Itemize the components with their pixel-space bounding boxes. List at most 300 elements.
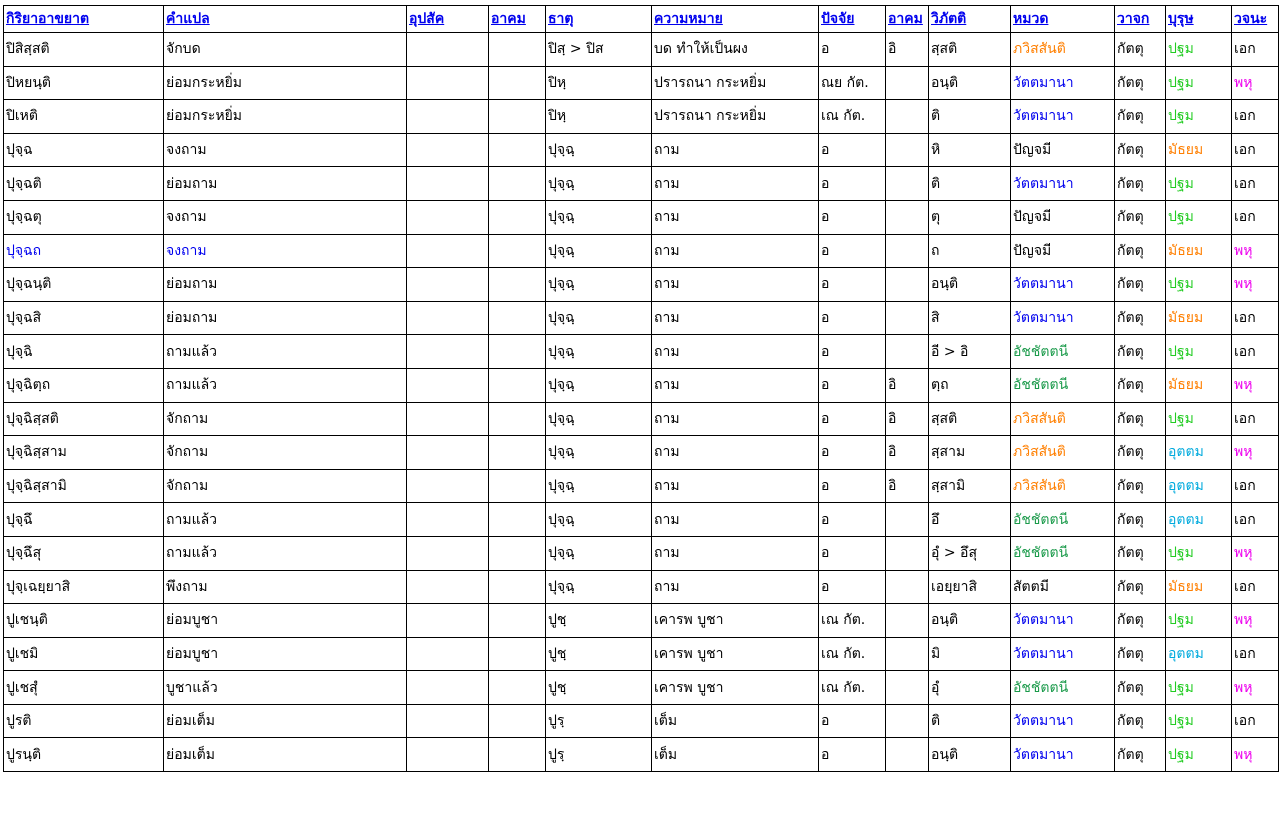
- number-cell[interactable]: เอก: [1232, 637, 1279, 671]
- augment-2-cell[interactable]: [886, 536, 929, 570]
- augment-2-cell[interactable]: [886, 301, 929, 335]
- suffix-cell[interactable]: อ: [819, 503, 886, 537]
- number-cell[interactable]: เอก: [1232, 402, 1279, 436]
- translation-cell[interactable]: ย่อมถาม: [164, 268, 407, 302]
- prefix-cell[interactable]: [407, 66, 489, 100]
- number-cell[interactable]: พหุ: [1232, 436, 1279, 470]
- suffix-cell[interactable]: อ: [819, 33, 886, 67]
- header-augment-2[interactable]: อาคม: [886, 6, 929, 33]
- augment-cell[interactable]: [489, 738, 546, 772]
- augment-2-cell[interactable]: [886, 335, 929, 369]
- translation-cell[interactable]: ถามแล้ว: [164, 536, 407, 570]
- prefix-cell[interactable]: [407, 368, 489, 402]
- prefix-cell[interactable]: [407, 100, 489, 134]
- augment-2-cell[interactable]: [886, 738, 929, 772]
- person-cell[interactable]: ปฐม: [1166, 536, 1232, 570]
- translation-cell[interactable]: พึงถาม: [164, 570, 407, 604]
- verb-cell[interactable]: ปิเหติ: [4, 100, 164, 134]
- ending-cell[interactable]: อนฺติ: [929, 604, 1011, 638]
- augment-cell[interactable]: [489, 503, 546, 537]
- meaning-cell[interactable]: ถาม: [652, 402, 819, 436]
- person-cell[interactable]: อุตตม: [1166, 637, 1232, 671]
- number-cell[interactable]: เอก: [1232, 200, 1279, 234]
- suffix-cell[interactable]: เณ กัต.: [819, 100, 886, 134]
- augment-cell[interactable]: [489, 33, 546, 67]
- verb-cell[interactable]: ปุจฺฉิตฺถ: [4, 368, 164, 402]
- person-cell[interactable]: ปฐม: [1166, 704, 1232, 738]
- augment-2-cell[interactable]: อิ: [886, 402, 929, 436]
- meaning-cell[interactable]: ถาม: [652, 335, 819, 369]
- header-suffix[interactable]: ปัจจัย: [819, 6, 886, 33]
- meaning-cell[interactable]: ถาม: [652, 200, 819, 234]
- meaning-cell[interactable]: ถาม: [652, 133, 819, 167]
- person-cell[interactable]: ปฐม: [1166, 167, 1232, 201]
- person-cell[interactable]: มัธยม: [1166, 368, 1232, 402]
- person-cell[interactable]: มัธยม: [1166, 234, 1232, 268]
- tense-group-cell[interactable]: ปัญจมี: [1011, 133, 1115, 167]
- verb-cell[interactable]: ปุจฺฉตุ: [4, 200, 164, 234]
- ending-cell[interactable]: สฺสติ: [929, 33, 1011, 67]
- meaning-cell[interactable]: เคารพ บูชา: [652, 637, 819, 671]
- prefix-cell[interactable]: [407, 301, 489, 335]
- number-cell[interactable]: เอก: [1232, 133, 1279, 167]
- tense-group-cell[interactable]: วัตตมานา: [1011, 704, 1115, 738]
- translation-cell[interactable]: จักถาม: [164, 436, 407, 470]
- ending-cell[interactable]: ตฺถ: [929, 368, 1011, 402]
- voice-cell[interactable]: กัตตุ: [1115, 503, 1166, 537]
- header-number[interactable]: วจนะ: [1232, 6, 1279, 33]
- prefix-cell[interactable]: [407, 402, 489, 436]
- person-cell[interactable]: ปฐม: [1166, 738, 1232, 772]
- verb-cell[interactable]: ปุจฺฉสิ: [4, 301, 164, 335]
- number-cell[interactable]: พหุ: [1232, 268, 1279, 302]
- prefix-cell[interactable]: [407, 436, 489, 470]
- root-cell[interactable]: ปิหฺ: [546, 66, 652, 100]
- translation-cell[interactable]: ย่อมเต็ม: [164, 704, 407, 738]
- header-translation[interactable]: คำแปล: [164, 6, 407, 33]
- meaning-cell[interactable]: บด ทำให้เป็นผง: [652, 33, 819, 67]
- header-voice[interactable]: วาจก: [1115, 6, 1166, 33]
- suffix-cell[interactable]: อ: [819, 167, 886, 201]
- ending-cell[interactable]: อนฺติ: [929, 738, 1011, 772]
- tense-group-cell[interactable]: วัตตมานา: [1011, 738, 1115, 772]
- augment-2-cell[interactable]: [886, 704, 929, 738]
- header-augment[interactable]: อาคม: [489, 6, 546, 33]
- ending-cell[interactable]: สฺสติ: [929, 402, 1011, 436]
- ending-cell[interactable]: สิ: [929, 301, 1011, 335]
- root-cell[interactable]: ปูรฺ: [546, 738, 652, 772]
- augment-2-cell[interactable]: [886, 167, 929, 201]
- table-row: [4, 604, 1279, 638]
- tense-group-cell[interactable]: วัตตมานา: [1011, 100, 1115, 134]
- ending-cell[interactable]: ตุ: [929, 200, 1011, 234]
- prefix-cell[interactable]: [407, 637, 489, 671]
- number-cell[interactable]: เอก: [1232, 33, 1279, 67]
- root-cell[interactable]: ปูชฺ: [546, 637, 652, 671]
- verb-cell[interactable]: ปุจฺฉึ: [4, 503, 164, 537]
- verb-cell[interactable]: ปุจฺฉถ: [4, 234, 164, 268]
- tense-group-cell[interactable]: อัชชัตตนี: [1011, 671, 1115, 705]
- translation-cell[interactable]: จงถาม: [164, 133, 407, 167]
- augment-cell[interactable]: [489, 100, 546, 134]
- suffix-cell[interactable]: อ: [819, 234, 886, 268]
- augment-cell[interactable]: [489, 536, 546, 570]
- augment-2-cell[interactable]: [886, 133, 929, 167]
- root-cell[interactable]: ปุจฺฉฺ: [546, 536, 652, 570]
- augment-2-cell[interactable]: [886, 100, 929, 134]
- voice-cell[interactable]: กัตตุ: [1115, 268, 1166, 302]
- root-cell[interactable]: ปูรฺ: [546, 704, 652, 738]
- root-cell[interactable]: ปุจฺฉฺ: [546, 469, 652, 503]
- voice-cell[interactable]: กัตตุ: [1115, 368, 1166, 402]
- ending-cell[interactable]: อุํ: [929, 671, 1011, 705]
- ending-cell[interactable]: อนฺติ: [929, 268, 1011, 302]
- person-cell[interactable]: ปฐม: [1166, 604, 1232, 638]
- verb-cell[interactable]: ปุจฺฉิสฺสามิ: [4, 469, 164, 503]
- header-root[interactable]: ธาตุ: [546, 6, 652, 33]
- person-cell[interactable]: ปฐม: [1166, 671, 1232, 705]
- suffix-cell[interactable]: อ: [819, 133, 886, 167]
- root-cell[interactable]: ปุจฺฉฺ: [546, 234, 652, 268]
- augment-2-cell[interactable]: [886, 200, 929, 234]
- meaning-cell[interactable]: ปรารถนา กระหยิ่ม: [652, 100, 819, 134]
- augment-2-cell[interactable]: [886, 637, 929, 671]
- translation-cell[interactable]: จักบด: [164, 33, 407, 67]
- suffix-cell[interactable]: อ: [819, 200, 886, 234]
- number-cell[interactable]: เอก: [1232, 503, 1279, 537]
- augment-cell[interactable]: [489, 368, 546, 402]
- voice-cell[interactable]: กัตตุ: [1115, 66, 1166, 100]
- prefix-cell[interactable]: [407, 133, 489, 167]
- root-cell[interactable]: ปุจฺฉฺ: [546, 200, 652, 234]
- suffix-cell[interactable]: อ: [819, 402, 886, 436]
- augment-cell[interactable]: [489, 200, 546, 234]
- root-cell[interactable]: ปุจฺฉฺ: [546, 503, 652, 537]
- number-cell[interactable]: พหุ: [1232, 604, 1279, 638]
- verb-cell[interactable]: ปูเชมิ: [4, 637, 164, 671]
- augment-cell[interactable]: [489, 704, 546, 738]
- verb-cell[interactable]: ปูเชสุํ: [4, 671, 164, 705]
- tense-group-cell[interactable]: ภวิสสันติ: [1011, 469, 1115, 503]
- root-cell[interactable]: ปูชฺ: [546, 671, 652, 705]
- verb-cell[interactable]: ปุจฺฉึสุ: [4, 536, 164, 570]
- verb-cell[interactable]: ปูรนฺติ: [4, 738, 164, 772]
- augment-cell[interactable]: [489, 133, 546, 167]
- augment-cell[interactable]: [489, 469, 546, 503]
- suffix-cell[interactable]: เณ กัต.: [819, 637, 886, 671]
- ending-cell[interactable]: อนฺติ: [929, 66, 1011, 100]
- ending-cell[interactable]: หิ: [929, 133, 1011, 167]
- meaning-cell[interactable]: ถาม: [652, 436, 819, 470]
- translation-cell[interactable]: ย่อมถาม: [164, 167, 407, 201]
- augment-cell[interactable]: [489, 570, 546, 604]
- verb-cell[interactable]: ปุจฺฉนฺติ: [4, 268, 164, 302]
- tense-group-cell[interactable]: ปัญจมี: [1011, 234, 1115, 268]
- verb-cell[interactable]: ปุจฺฉิสฺสาม: [4, 436, 164, 470]
- meaning-cell[interactable]: เต็ม: [652, 738, 819, 772]
- translation-cell[interactable]: ย่อมกระหยิ่ม: [164, 66, 407, 100]
- augment-cell[interactable]: [489, 402, 546, 436]
- number-cell[interactable]: พหุ: [1232, 671, 1279, 705]
- prefix-cell[interactable]: [407, 604, 489, 638]
- number-cell[interactable]: พหุ: [1232, 738, 1279, 772]
- meaning-cell[interactable]: ถาม: [652, 368, 819, 402]
- number-cell[interactable]: เอก: [1232, 100, 1279, 134]
- meaning-cell[interactable]: เคารพ บูชา: [652, 604, 819, 638]
- tense-group-cell[interactable]: อัชชัตตนี: [1011, 536, 1115, 570]
- tense-group-cell[interactable]: ปัญจมี: [1011, 200, 1115, 234]
- prefix-cell[interactable]: [407, 570, 489, 604]
- translation-cell[interactable]: ถามแล้ว: [164, 503, 407, 537]
- person-cell[interactable]: มัธยม: [1166, 570, 1232, 604]
- voice-cell[interactable]: กัตตุ: [1115, 570, 1166, 604]
- header-person[interactable]: บุรุษ: [1166, 6, 1232, 33]
- header-ending[interactable]: วิภัตติ: [929, 6, 1011, 33]
- person-cell[interactable]: ปฐม: [1166, 335, 1232, 369]
- ending-cell[interactable]: เอยฺยาสิ: [929, 570, 1011, 604]
- augment-2-cell[interactable]: [886, 570, 929, 604]
- person-cell[interactable]: ปฐม: [1166, 100, 1232, 134]
- tense-group-cell[interactable]: วัตตมานา: [1011, 637, 1115, 671]
- person-cell[interactable]: ปฐม: [1166, 200, 1232, 234]
- translation-cell[interactable]: ย่อมเต็ม: [164, 738, 407, 772]
- ending-cell[interactable]: อี > อิ: [929, 335, 1011, 369]
- voice-cell[interactable]: กัตตุ: [1115, 402, 1166, 436]
- verb-cell[interactable]: ปุจฺฉติ: [4, 167, 164, 201]
- augment-cell[interactable]: [489, 301, 546, 335]
- number-cell[interactable]: เอก: [1232, 570, 1279, 604]
- augment-cell[interactable]: [489, 637, 546, 671]
- verb-cell[interactable]: ปิสิสฺสติ: [4, 33, 164, 67]
- ending-cell[interactable]: ติ: [929, 704, 1011, 738]
- suffix-cell[interactable]: อ: [819, 536, 886, 570]
- prefix-cell[interactable]: [407, 469, 489, 503]
- root-cell[interactable]: ปิสฺ > ปิส: [546, 33, 652, 67]
- augment-2-cell[interactable]: [886, 604, 929, 638]
- person-cell[interactable]: ปฐม: [1166, 402, 1232, 436]
- prefix-cell[interactable]: [407, 503, 489, 537]
- voice-cell[interactable]: กัตตุ: [1115, 301, 1166, 335]
- prefix-cell[interactable]: [407, 536, 489, 570]
- number-cell[interactable]: เอก: [1232, 301, 1279, 335]
- verb-cell[interactable]: ปูเชนฺติ: [4, 604, 164, 638]
- voice-cell[interactable]: กัตตุ: [1115, 100, 1166, 134]
- ending-cell[interactable]: ถ: [929, 234, 1011, 268]
- voice-cell[interactable]: กัตตุ: [1115, 671, 1166, 705]
- ending-cell[interactable]: อุํ > อึสุ: [929, 536, 1011, 570]
- augment-cell[interactable]: [489, 604, 546, 638]
- person-cell[interactable]: อุตตม: [1166, 503, 1232, 537]
- root-cell[interactable]: ปุจฺฉฺ: [546, 368, 652, 402]
- voice-cell[interactable]: กัตตุ: [1115, 335, 1166, 369]
- voice-cell[interactable]: กัตตุ: [1115, 436, 1166, 470]
- ending-cell[interactable]: สฺสามิ: [929, 469, 1011, 503]
- number-cell[interactable]: พหุ: [1232, 234, 1279, 268]
- translation-cell[interactable]: ย่อมกระหยิ่ม: [164, 100, 407, 134]
- suffix-cell[interactable]: อ: [819, 268, 886, 302]
- augment-cell[interactable]: [489, 671, 546, 705]
- suffix-cell[interactable]: ณย กัต.: [819, 66, 886, 100]
- meaning-cell[interactable]: เคารพ บูชา: [652, 671, 819, 705]
- voice-cell[interactable]: กัตตุ: [1115, 133, 1166, 167]
- ending-cell[interactable]: มิ: [929, 637, 1011, 671]
- prefix-cell[interactable]: [407, 33, 489, 67]
- translation-cell[interactable]: ถามแล้ว: [164, 335, 407, 369]
- root-cell[interactable]: ปุจฺฉฺ: [546, 335, 652, 369]
- translation-cell[interactable]: ย่อมบูชา: [164, 637, 407, 671]
- verb-cell[interactable]: ปุจฺฉิสฺสติ: [4, 402, 164, 436]
- suffix-cell[interactable]: เณ กัต.: [819, 604, 886, 638]
- voice-cell[interactable]: กัตตุ: [1115, 604, 1166, 638]
- tense-group-cell[interactable]: สัตตมี: [1011, 570, 1115, 604]
- verb-cell[interactable]: ปุจฺเฉยฺยาสิ: [4, 570, 164, 604]
- meaning-cell[interactable]: ถาม: [652, 469, 819, 503]
- tense-group-cell[interactable]: อัชชัตตนี: [1011, 503, 1115, 537]
- meaning-cell[interactable]: เต็ม: [652, 704, 819, 738]
- root-cell[interactable]: ปุจฺฉฺ: [546, 570, 652, 604]
- augment-2-cell[interactable]: อิ: [886, 469, 929, 503]
- augment-cell[interactable]: [489, 268, 546, 302]
- ending-cell[interactable]: อึ: [929, 503, 1011, 537]
- root-cell[interactable]: ปุจฺฉฺ: [546, 301, 652, 335]
- suffix-cell[interactable]: อ: [819, 335, 886, 369]
- tense-group-cell[interactable]: วัตตมานา: [1011, 167, 1115, 201]
- suffix-cell[interactable]: อ: [819, 368, 886, 402]
- ending-cell[interactable]: ติ: [929, 100, 1011, 134]
- translation-cell[interactable]: จงถาม: [164, 234, 407, 268]
- translation-cell[interactable]: จักถาม: [164, 402, 407, 436]
- number-cell[interactable]: เอก: [1232, 335, 1279, 369]
- prefix-cell[interactable]: [407, 671, 489, 705]
- prefix-cell[interactable]: [407, 738, 489, 772]
- tense-group-cell[interactable]: ภวิสสันติ: [1011, 402, 1115, 436]
- translation-cell[interactable]: ย่อมถาม: [164, 301, 407, 335]
- header-prefix[interactable]: อุปสัค: [407, 6, 489, 33]
- person-cell[interactable]: มัธยม: [1166, 301, 1232, 335]
- suffix-cell[interactable]: อ: [819, 570, 886, 604]
- header-verb[interactable]: กิริยาอาขยาต: [4, 6, 164, 33]
- translation-cell[interactable]: ย่อมบูชา: [164, 604, 407, 638]
- meaning-cell[interactable]: ถาม: [652, 570, 819, 604]
- tense-group-cell[interactable]: ภวิสสันติ: [1011, 436, 1115, 470]
- header-meaning[interactable]: ความหมาย: [652, 6, 819, 33]
- augment-cell[interactable]: [489, 66, 546, 100]
- voice-cell[interactable]: กัตตุ: [1115, 704, 1166, 738]
- suffix-cell[interactable]: อ: [819, 738, 886, 772]
- voice-cell[interactable]: กัตตุ: [1115, 167, 1166, 201]
- verb-cell[interactable]: ปุจฺฉ: [4, 133, 164, 167]
- augment-2-cell[interactable]: [886, 503, 929, 537]
- tense-group-cell[interactable]: อัชชัตตนี: [1011, 335, 1115, 369]
- suffix-cell[interactable]: อ: [819, 469, 886, 503]
- root-cell[interactable]: ปุจฺฉฺ: [546, 402, 652, 436]
- augment-cell[interactable]: [489, 436, 546, 470]
- ending-cell[interactable]: สฺสาม: [929, 436, 1011, 470]
- tense-group-cell[interactable]: วัตตมานา: [1011, 66, 1115, 100]
- suffix-cell[interactable]: เณ กัต.: [819, 671, 886, 705]
- suffix-cell[interactable]: อ: [819, 704, 886, 738]
- verb-cell[interactable]: ปุจฺฉิ: [4, 335, 164, 369]
- suffix-cell[interactable]: อ: [819, 436, 886, 470]
- augment-cell[interactable]: [489, 335, 546, 369]
- root-cell[interactable]: ปุจฺฉฺ: [546, 436, 652, 470]
- prefix-cell[interactable]: [407, 200, 489, 234]
- meaning-cell[interactable]: ถาม: [652, 268, 819, 302]
- tense-group-cell[interactable]: อัชชัตตนี: [1011, 368, 1115, 402]
- voice-cell[interactable]: กัตตุ: [1115, 469, 1166, 503]
- translation-cell[interactable]: จงถาม: [164, 200, 407, 234]
- meaning-cell[interactable]: ถาม: [652, 167, 819, 201]
- augment-2-cell[interactable]: อิ: [886, 436, 929, 470]
- voice-cell[interactable]: กัตตุ: [1115, 200, 1166, 234]
- translation-cell[interactable]: ถามแล้ว: [164, 368, 407, 402]
- augment-2-cell[interactable]: อิ: [886, 33, 929, 67]
- augment-2-cell[interactable]: [886, 66, 929, 100]
- translation-cell[interactable]: จักถาม: [164, 469, 407, 503]
- voice-cell[interactable]: กัตตุ: [1115, 234, 1166, 268]
- augment-2-cell[interactable]: [886, 671, 929, 705]
- number-cell[interactable]: พหุ: [1232, 368, 1279, 402]
- prefix-cell[interactable]: [407, 234, 489, 268]
- prefix-cell[interactable]: [407, 167, 489, 201]
- suffix-cell[interactable]: อ: [819, 301, 886, 335]
- meaning-cell[interactable]: ถาม: [652, 234, 819, 268]
- person-cell[interactable]: ปฐม: [1166, 268, 1232, 302]
- root-cell[interactable]: ปิหฺ: [546, 100, 652, 134]
- verb-cell[interactable]: ปิหยนฺติ: [4, 66, 164, 100]
- voice-cell[interactable]: กัตตุ: [1115, 33, 1166, 67]
- root-cell[interactable]: ปุจฺฉฺ: [546, 133, 652, 167]
- root-cell[interactable]: ปุจฺฉฺ: [546, 167, 652, 201]
- person-cell[interactable]: อุตตม: [1166, 469, 1232, 503]
- header-tense-group[interactable]: หมวด: [1011, 6, 1115, 33]
- augment-cell[interactable]: [489, 167, 546, 201]
- root-cell[interactable]: ปูชฺ: [546, 604, 652, 638]
- meaning-cell[interactable]: ถาม: [652, 536, 819, 570]
- augment-2-cell[interactable]: [886, 268, 929, 302]
- augment-2-cell[interactable]: [886, 234, 929, 268]
- verb-cell[interactable]: ปูรติ: [4, 704, 164, 738]
- number-cell[interactable]: พหุ: [1232, 536, 1279, 570]
- number-cell[interactable]: เอก: [1232, 167, 1279, 201]
- tense-group-cell[interactable]: ภวิสสันติ: [1011, 33, 1115, 67]
- root-cell[interactable]: ปุจฺฉฺ: [546, 268, 652, 302]
- prefix-cell[interactable]: [407, 268, 489, 302]
- voice-cell[interactable]: กัตตุ: [1115, 637, 1166, 671]
- person-cell[interactable]: ปฐม: [1166, 66, 1232, 100]
- tense-group-cell[interactable]: วัตตมานา: [1011, 301, 1115, 335]
- tense-group-cell[interactable]: วัตตมานา: [1011, 268, 1115, 302]
- person-cell[interactable]: มัธยม: [1166, 133, 1232, 167]
- person-cell[interactable]: ปฐม: [1166, 33, 1232, 67]
- augment-2-cell[interactable]: อิ: [886, 368, 929, 402]
- augment-cell[interactable]: [489, 234, 546, 268]
- prefix-cell[interactable]: [407, 335, 489, 369]
- meaning-cell[interactable]: ปรารถนา กระหยิ่ม: [652, 66, 819, 100]
- voice-cell[interactable]: กัตตุ: [1115, 738, 1166, 772]
- translation-cell[interactable]: บูชาแล้ว: [164, 671, 407, 705]
- meaning-cell[interactable]: ถาม: [652, 301, 819, 335]
- tense-group-cell[interactable]: วัตตมานา: [1011, 604, 1115, 638]
- number-cell[interactable]: พหุ: [1232, 66, 1279, 100]
- meaning-cell[interactable]: ถาม: [652, 503, 819, 537]
- ending-cell[interactable]: ติ: [929, 167, 1011, 201]
- prefix-cell[interactable]: [407, 704, 489, 738]
- voice-cell[interactable]: กัตตุ: [1115, 536, 1166, 570]
- person-cell[interactable]: อุตตม: [1166, 436, 1232, 470]
- number-cell[interactable]: เอก: [1232, 704, 1279, 738]
- number-cell[interactable]: เอก: [1232, 469, 1279, 503]
